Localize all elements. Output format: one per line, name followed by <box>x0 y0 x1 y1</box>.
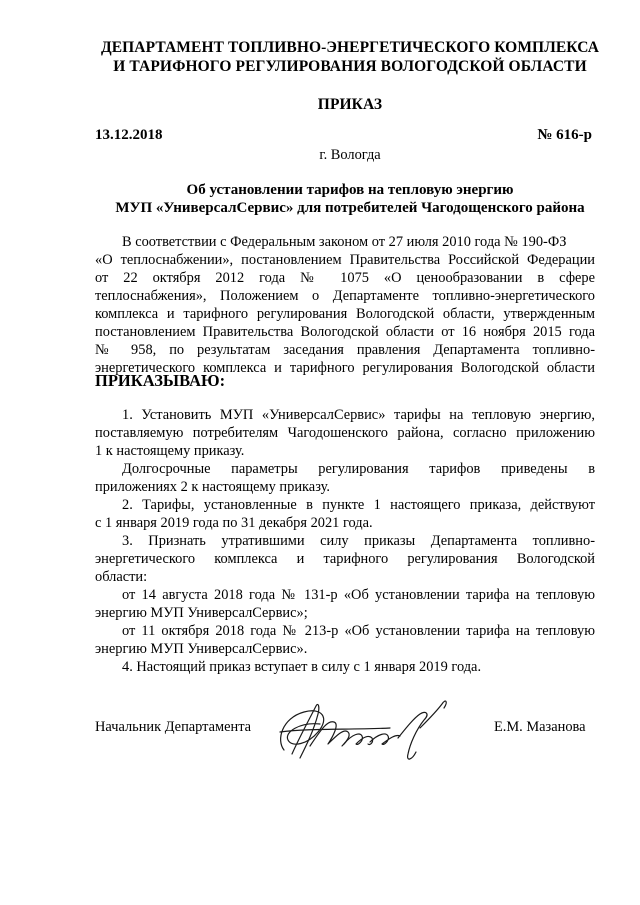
item-line: 1 к настоящему приказу. <box>95 443 245 459</box>
item-line: 4. Настоящий приказ вступает в силу с 1 января 2019 года. <box>122 659 482 675</box>
doc-city: г. Вологда <box>319 147 381 163</box>
item-line: энергию МУП УниверсалСервис». <box>95 641 308 657</box>
item-line: приложениях 2 к настоящему приказу. <box>95 479 330 495</box>
preamble-line: от 22 октября 2012 года № 1075 «О ценообразовании в сфере <box>95 270 595 286</box>
item-line: с 1 января 2019 года по 31 декабря 2021 года. <box>95 515 373 531</box>
doc-type: ПРИКАЗ <box>317 96 383 113</box>
item-line: 1. Установить МУП «УниверсалСервис» тарифы на тепловую энергию, <box>122 407 595 423</box>
org-name-line2: И ТАРИФНОГО РЕГУЛИРОВАНИЯ ВОЛОГОДСКОЙ ОБЛАСТИ <box>113 58 587 75</box>
preamble-line: постановлением Правительства Вологодской области от 16 ноября 2015 года <box>95 324 595 340</box>
item-line: 3. Признать утратившими силу приказы Департамента топливно- <box>122 533 595 549</box>
doc-title-line1: Об установлении тарифов на тепловую энергию <box>186 182 514 198</box>
item-line: 2. Тарифы, установленные в пункте 1 настоящего приказа, действуют <box>122 497 595 513</box>
item-line: области: <box>95 569 148 585</box>
preamble-line: энергетического комплекса и тарифного регулирования Вологодской области <box>95 360 595 376</box>
preamble-line: теплоснабжения», Положением о Департаменте топливно-энергетического <box>95 288 595 304</box>
signer-position: Начальник Департамента <box>95 719 252 735</box>
doc-date: 13.12.2018 <box>95 127 163 143</box>
item-line: Долгосрочные параметры регулирования тарифов приведены в <box>122 461 595 477</box>
org-name-line1: ДЕПАРТАМЕНТ ТОПЛИВНО-ЭНЕРГЕТИЧЕСКОГО КОМПЛЕКСА <box>100 39 600 56</box>
doc-title-line2: МУП «УниверсалСервис» для потребителей Чагодощенского района <box>115 200 585 216</box>
item-line: энергию МУП УниверсалСервис»; <box>95 605 308 621</box>
preamble-line: «О теплоснабжении», постановлением Правительства Российской Федерации <box>95 252 595 268</box>
item-line: от 11 октября 2018 года № 213-р «Об установлении тарифа на тепловую <box>122 623 595 639</box>
preamble-line: № 958, по результатам заседания правления Департамента топливно- <box>95 342 595 358</box>
order-word: ПРИКАЗЫВАЮ: <box>95 371 226 390</box>
signer-name: Е.М. Мазанова <box>494 719 586 735</box>
item-line: поставляемую потребителям Чагодошенского района, согласно приложению <box>95 425 595 441</box>
handwritten-signature <box>270 688 460 768</box>
item-line: энергетического комплекса и тарифного регулирования Вологодской <box>95 551 595 567</box>
item-line: от 14 августа 2018 года № 131-р «Об установлении тарифа на тепловую <box>122 587 595 603</box>
preamble-line: В соответствии с Федеральным законом от 27 июля 2010 года № 190-ФЗ <box>122 234 567 250</box>
preamble-line: комплекса и тарифного регулирования Вологодской области, утвержденным <box>95 306 595 322</box>
doc-number: № 616-р <box>537 127 592 143</box>
